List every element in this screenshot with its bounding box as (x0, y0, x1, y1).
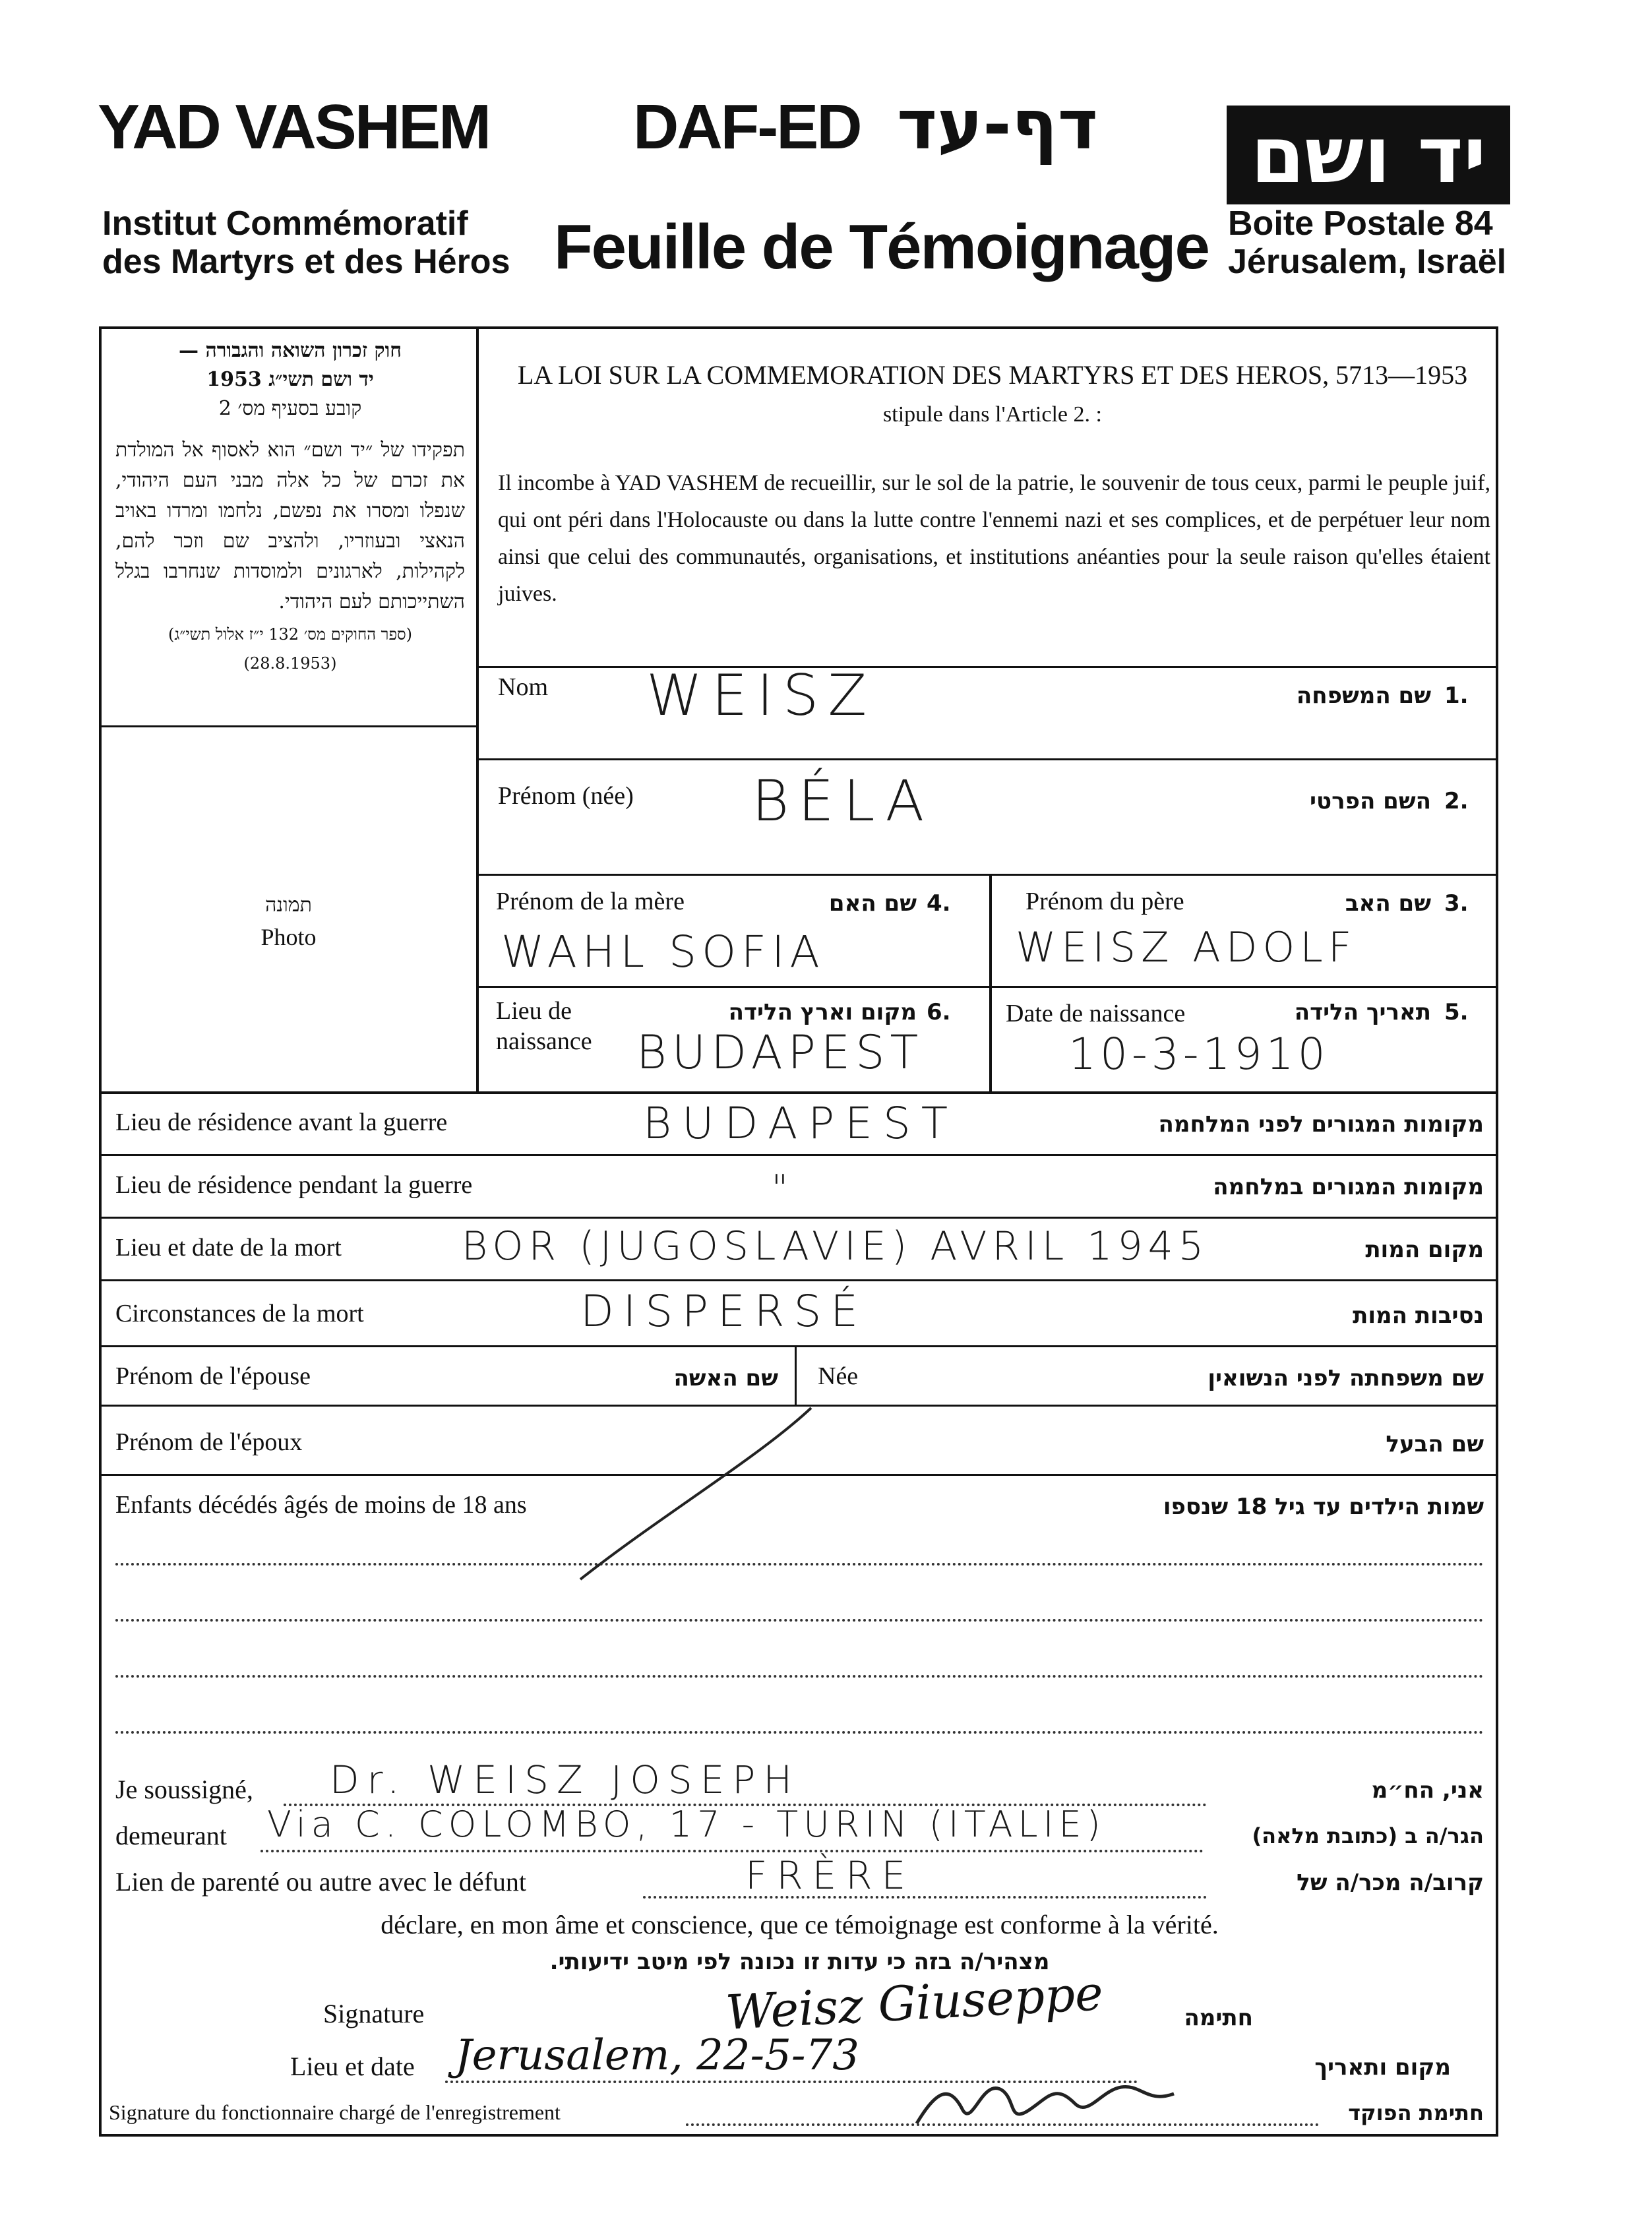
place-date-value: Jerusalem, 22-5-73 (455, 2031, 859, 2080)
field-lieu-naissance-label-1: Lieu de (496, 997, 572, 1025)
field-circonstances-value: DISPERSÉ (580, 1286, 868, 1337)
official-signature-scribble (910, 2064, 1187, 2137)
field-pere-label-hebrew: שם האב (1345, 890, 1431, 917)
field-lieu-naissance-value: BUDAPEST (636, 1025, 924, 1080)
field-residence-avant-label: Lieu de résidence avant la guerre (115, 1109, 448, 1136)
field-pere-number: 3. (1444, 890, 1469, 917)
org-name: YAD VASHEM (98, 92, 490, 162)
field-nee-label-hebrew: שם משפחתה לפני הנשואין (1208, 1365, 1484, 1391)
field-circonstances-label: Circonstances de la mort (115, 1300, 364, 1327)
field-prenom-label-hebrew: השם הפרטי (1310, 788, 1431, 814)
field-nom-number: 1. (1444, 683, 1469, 709)
field-mort-label: Lieu et date de la mort (115, 1234, 342, 1262)
field-epoux-label-hebrew: שם הבעל (1386, 1431, 1484, 1457)
witness-relation-value: FRÈRE (745, 1853, 915, 1898)
witness-relation-label: Lien de parenté ou autre avec le défunt (115, 1867, 527, 1897)
photo-label: Photo (260, 924, 317, 950)
field-mort-value: BOR (JUGOSLAVIE) AVRIL 1945 (462, 1223, 1209, 1269)
field-date-naissance-label-hebrew: תאריך הלידה (1294, 999, 1431, 1025)
field-residence-avant-label-hebrew: מקומות המגורים לפני המלחמה (1158, 1111, 1484, 1138)
field-enfants-label: Enfants décédés âgés de moins de 18 ans (115, 1491, 527, 1519)
org-subtitle-line-2: des Martyrs et des Héros (102, 243, 510, 281)
field-epoux-label: Prénom de l'époux (115, 1428, 303, 1456)
law-french-title: LA LOI SUR LA COMMEMORATION DES MARTYRS ET DES HEROS, 5713—1953 (517, 360, 1468, 390)
declaration-text-hebrew: מצהיר/ה בזה כי עדות זו נכונה לפי מיטב ידיעותי. (549, 1949, 1050, 1975)
field-date-naissance-value: 10-3-1910 (1068, 1029, 1330, 1080)
official-signature-label: Signature du fonctionnaire chargé de l'enregistrement (109, 2100, 561, 2124)
yad-vashem-logo: יד ושם (1227, 106, 1510, 204)
field-residence-avant-value: BUDAPEST (643, 1098, 959, 1149)
field-lieu-naissance-label-hebrew: מקום וארץ הלידה (728, 999, 917, 1025)
form-title: Feuille de Témoignage (554, 212, 1209, 282)
field-nom-label: Nom (498, 673, 548, 701)
address-line-2: Jérusalem, Israël (1228, 243, 1507, 281)
diagonal-strike-line (580, 1408, 811, 1579)
field-prenom-number: 2. (1444, 788, 1469, 814)
field-lieu-naissance-number: 6. (927, 999, 951, 1025)
form-code-latin: DAF-ED (633, 92, 861, 162)
signature-label: Signature (323, 1999, 425, 2028)
official-signature-stroke (917, 2086, 1174, 2123)
field-nom-label-hebrew: שם המשפחה (1296, 683, 1431, 709)
witness-relation-label-hebrew: קרוב/ה מכר/ה של (1297, 1870, 1484, 1896)
witness-name-label: Je soussigné, (115, 1775, 253, 1804)
law-hebrew-title: חוק זכרון השואה והגבורה — (179, 339, 402, 362)
field-mere-number: 4. (927, 890, 951, 917)
law-hebrew-body: תפקידו של ״יד ושם״ הוא לאסוף אל המולדת את זכרם של כל אלה מבני העם היהודי, שנפלו ומסרו את נפשם, נלחמו ומרדו באויב הנאצי ובעוזריו, ולהציב שם וזכר להם, לקהילות, לארגונים ולמוסדות שנחרבו בגלל השתייכותם לעם היהודי. (115, 439, 465, 613)
law-french-body: Il incombe à YAD VASHEM de recueillir, sur le sol de la patrie, le souvenir de tous ceux, parmi le peuple juif, qui ont péri dans l'Holocauste ou dans la lutte contre l'ennemi nazi et ses complices, et de perpétuer leur nom ainsi que celui des communautés, organisations, et institutions anéanties pour la seule raison qu'elles étaient juives. (498, 471, 1490, 606)
field-epouse-label: Prénom de l'épouse (115, 1362, 311, 1390)
field-lieu-naissance-label-2: naissance (496, 1027, 592, 1055)
law-hebrew-clause: קובע בסעיף מס׳ 2 (218, 397, 362, 420)
law-hebrew-source: (ספר החוקים מס׳ 132 י״ז אלול תשי״ג) (168, 625, 413, 644)
field-pere-label: Prénom du père (1025, 888, 1184, 915)
field-mere-value: WAHL SOFIA (501, 927, 825, 977)
witness-address-value: Via C. COLOMBO, 17 - TURIN (ITALIE) (267, 1804, 1106, 1845)
law-hebrew-subtitle: יד ושם תשי״ג 1953 (206, 368, 374, 391)
official-signature-label-hebrew: חתימת הפוקד (1348, 2100, 1484, 2125)
place-date-label: Lieu et date (290, 2052, 415, 2081)
law-hebrew-date: (28.8.1953) (243, 654, 337, 673)
witness-name-value: Dr. WEISZ JOSEPH (330, 1757, 800, 1802)
field-epouse-label-hebrew: שם האשה (673, 1365, 778, 1391)
org-subtitle-line-1: Institut Commémoratif (102, 204, 468, 243)
photo-label-hebrew: תמונה (265, 894, 312, 917)
place-date-label-hebrew: מקום ותאריך (1314, 2054, 1451, 2081)
field-residence-pendant-value: " (772, 1167, 797, 1209)
field-nom-value: WEISZ (646, 663, 876, 729)
field-enfants-label-hebrew: שמות הילדים עד גיל 18 שנספו (1163, 1494, 1484, 1520)
signature-label-hebrew: חתימה (1184, 2005, 1253, 2031)
field-date-naissance-number: 5. (1444, 999, 1469, 1025)
field-mere-label-hebrew: שם האם (828, 890, 917, 917)
field-circonstances-label-hebrew: נסיבות המות (1353, 1302, 1484, 1329)
field-residence-pendant-label: Lieu de résidence pendant la guerre (115, 1171, 473, 1199)
declaration-text: déclare, en mon âme et conscience, que ce témoignage est conforme à la vérité. (381, 1910, 1219, 1939)
form-code-hebrew: דף-עד (897, 84, 1098, 165)
field-nee-label: Née (818, 1362, 859, 1390)
field-mort-label-hebrew: מקום המות (1365, 1236, 1484, 1263)
law-french-subtitle: stipule dans l'Article 2. : (883, 402, 1102, 427)
witness-signature: Weisz Giuseppe (724, 1965, 1105, 2040)
field-pere-value: WEISZ ADOLF (1016, 923, 1357, 971)
field-prenom-label: Prénom (née) (498, 782, 634, 810)
field-prenom-value: BÉLA (752, 768, 934, 834)
witness-address-label-hebrew: הגר/ה ב (כתובת מלאה) (1252, 1823, 1484, 1848)
field-date-naissance-label: Date de naissance (1006, 1000, 1186, 1027)
field-residence-pendant-label-hebrew: מקומות המגורים במלחמה (1213, 1174, 1484, 1200)
witness-address-label: demeurant (115, 1821, 227, 1850)
witness-address-line (260, 1850, 1204, 1852)
witness-relation-line (643, 1896, 1207, 1899)
witness-name-label-hebrew: אני, הח״מ (1371, 1777, 1484, 1804)
field-mere-label: Prénom de la mère (496, 888, 685, 915)
address-line-1: Boite Postale 84 (1228, 204, 1493, 243)
